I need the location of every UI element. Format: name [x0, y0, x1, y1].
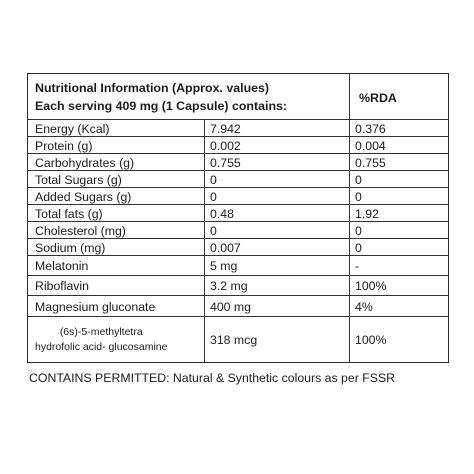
table-row	[28, 204, 448, 222]
nutrient-value: 0.755	[210, 155, 241, 170]
nutrient-value: 5 mg	[210, 259, 238, 273]
nutrient-name: Magnesium gluconate	[35, 299, 156, 314]
nutrient-name	[35, 317, 167, 363]
nutrient-name: Sodium (mg)	[35, 240, 106, 255]
nutrient-value: 0	[210, 189, 217, 204]
table-row	[28, 255, 448, 276]
nutrient-name: Riboflavin	[35, 279, 89, 293]
nutrient-name: Added Sugars (g)	[35, 189, 132, 204]
nutrient-name: Cholesterol (mg)	[35, 223, 126, 238]
nutrient-value: 0	[210, 172, 217, 187]
nutrient-rda: 0	[355, 223, 362, 238]
nutrient-name: Total fats (g)	[35, 206, 103, 221]
table-row	[28, 170, 448, 188]
nutrient-name: Protein (g)	[35, 138, 93, 153]
table-row	[28, 316, 448, 363]
footer-note: CONTAINS PERMITTED: Natural & Synthetic colours as per FSSR	[29, 371, 396, 385]
table-row	[28, 136, 448, 154]
nutrient-name: Total Sugars (g)	[35, 172, 122, 187]
nutrient-rda: 0.755	[355, 155, 386, 170]
nutrient-name-line2: hydrofolic acid- glucosamine	[35, 341, 168, 353]
nutrition-table	[27, 73, 449, 363]
nutrient-rda: 0	[355, 172, 362, 187]
nutrient-rda: 0	[355, 189, 362, 204]
table-row	[28, 221, 448, 239]
nutrient-value: 318 mcg	[210, 333, 258, 347]
nutrient-name: Energy (Kcal)	[35, 121, 110, 136]
nutrient-rda: 0.376	[355, 121, 386, 136]
table-row	[28, 238, 448, 256]
nutrient-value: 0.48	[210, 206, 234, 221]
nutrient-rda: 1.92	[355, 206, 379, 221]
nutrient-value: 3.2 mg	[210, 279, 248, 293]
nutrient-value: 0	[210, 223, 217, 238]
table-row	[28, 119, 448, 137]
nutrient-name-line1: (6s)-5-methyltetra	[59, 325, 143, 338]
nutrient-value: 0.002	[210, 138, 241, 153]
nutrient-rda: -	[355, 259, 360, 273]
nutrient-value: 400 mg	[210, 299, 252, 314]
nutrient-name: Carbohydrates (g)	[35, 155, 135, 170]
nutrient-rda: 0	[355, 240, 362, 255]
nutrient-rda: 4%	[355, 299, 373, 314]
nutrient-rda: 100%	[355, 279, 387, 293]
table-row	[28, 187, 448, 205]
table-row	[28, 153, 448, 171]
table-row	[28, 295, 448, 317]
nutrient-name: Melatonin	[35, 259, 89, 273]
table-title: Nutritional Information (Approx. values)	[35, 81, 270, 95]
nutrient-value: 7.942	[210, 121, 241, 136]
nutrient-rda: 100%	[355, 333, 387, 347]
rda-header: %RDA	[359, 91, 397, 105]
table-row	[28, 275, 448, 296]
nutrient-rda: 0.004	[355, 138, 386, 153]
serving-info: Each serving 409 mg (1 Capsule) contains:	[35, 99, 288, 113]
nutrient-value: 0.007	[210, 240, 241, 255]
